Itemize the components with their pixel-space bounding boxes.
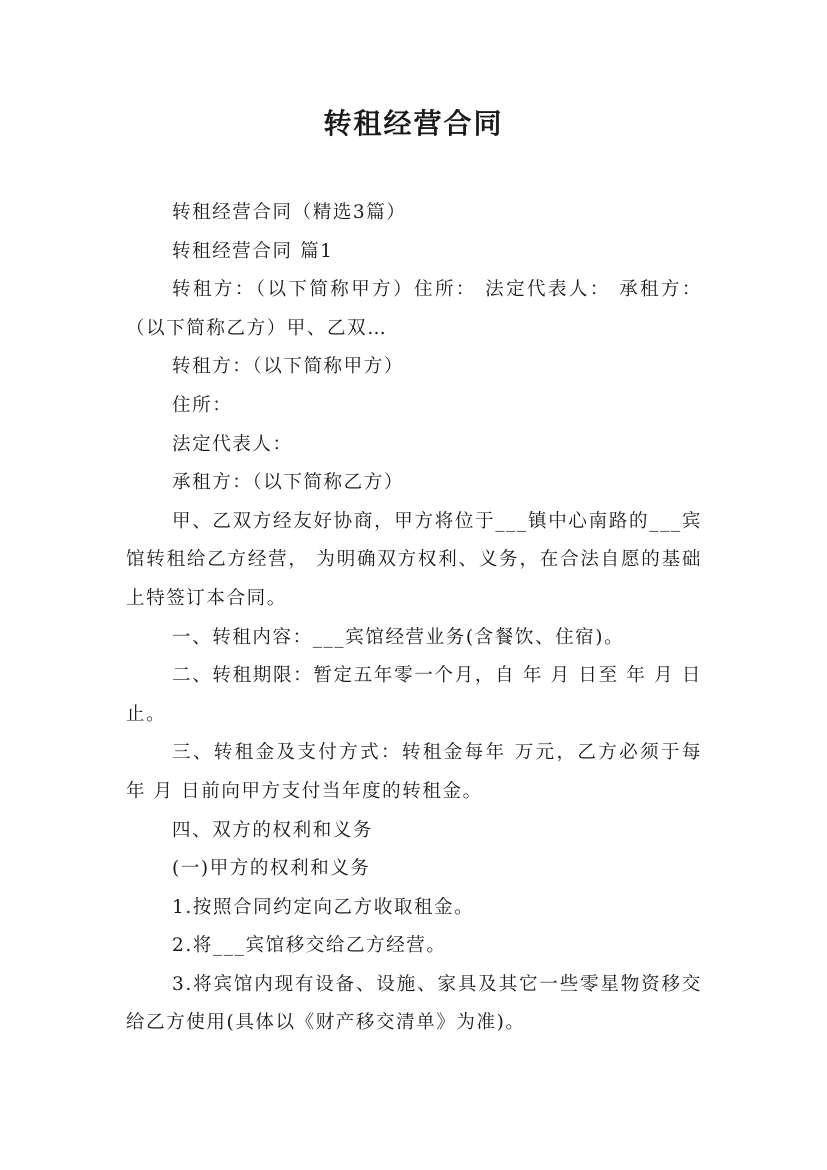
- paragraph-lessor: 转租方：（以下简称甲方）: [172, 356, 404, 378]
- paragraph-clause-4: 四、双方的权利和义务: [172, 819, 374, 841]
- paragraph-address: 住所：: [172, 394, 233, 416]
- paragraph-item-1: 1.按照合同约定向乙方收取租金。: [172, 896, 475, 918]
- paragraph-clause-3: 三、转租金及支付方式：转租金每年 万元，乙方必须于每年 月 日前向甲方支付当年度的转租金。: [126, 742, 702, 802]
- document-title: 转租经营合同: [323, 107, 504, 140]
- paragraph-summary: 转租方：（以下简称甲方）住所： 法定代表人： 承租方：（以下简称乙方）甲、乙双…: [126, 279, 702, 339]
- paragraph-preamble: 甲、乙双方经友好协商，甲方将位于___镇中心南路的___宾馆转租给乙方经营， 为明确双方权利、义务，在合法自愿的基础上特签订本合同。: [126, 510, 702, 609]
- paragraph-clause-1: 一、转租内容：___宾馆经营业务(含餐饮、住宿)。: [172, 626, 625, 648]
- paragraph-clause-4-1: (一)甲方的权利和义务: [172, 858, 371, 880]
- paragraph-subtitle: 转租经营合同（精选3篇）: [172, 202, 407, 223]
- document-body: [126, 194, 702, 1043]
- paragraph-item-2: 2.将___宾馆移交给乙方经营。: [172, 935, 447, 957]
- paragraph-item-3: 3.将宾馆内现有设备、设施、家具及其它一些零星物资移交给乙方使用(具体以《财产移交清单》为准)。: [126, 973, 702, 1034]
- paragraph-section-heading: 转租经营合同 篇1: [172, 240, 334, 262]
- paragraph-lessee: 承租方：（以下简称乙方）: [172, 472, 404, 494]
- paragraph-clause-2: 二、转租期限：暂定五年零一个月，自 年 月 日至 年 月 日止。: [126, 665, 702, 725]
- paragraph-legal-representative: 法定代表人：: [172, 433, 293, 455]
